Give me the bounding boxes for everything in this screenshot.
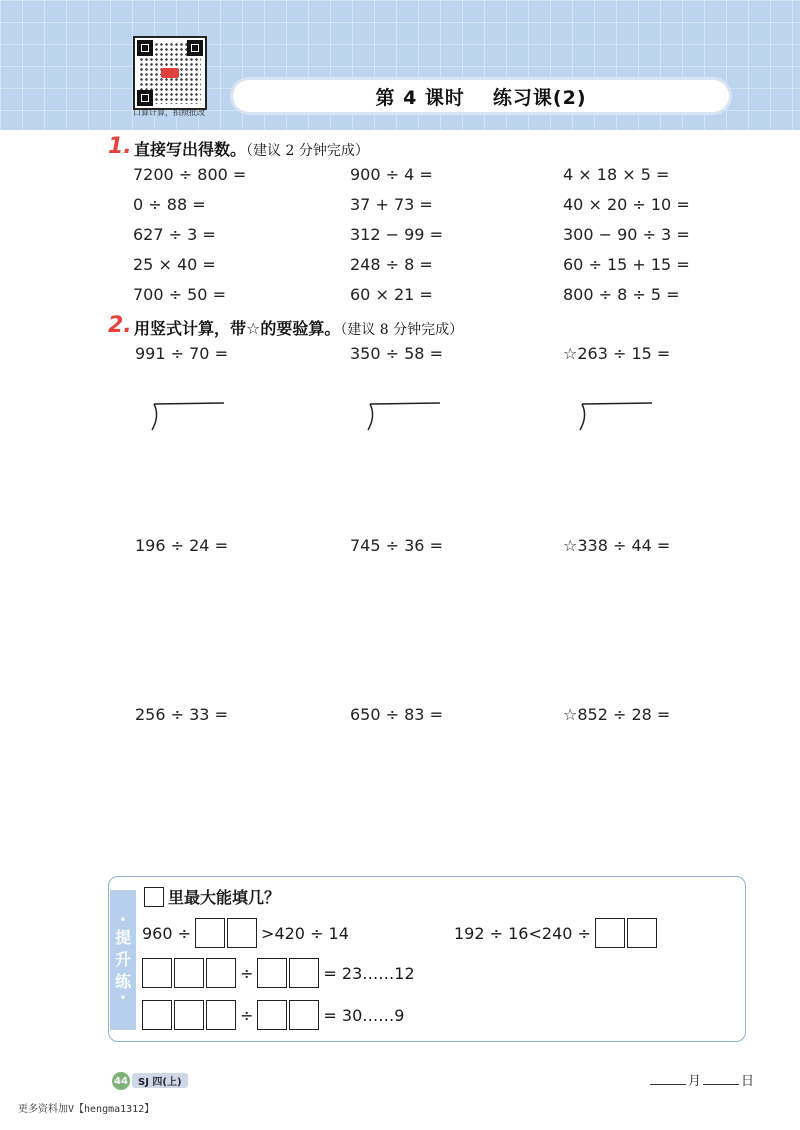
section2-title-text: 用竖式计算，带☆的要验算。 bbox=[134, 319, 341, 338]
long-division-bracket bbox=[148, 398, 224, 434]
oral-calc-problem: 60 × 21 = bbox=[350, 285, 433, 304]
day-blank[interactable] bbox=[703, 1084, 739, 1085]
qr-finder bbox=[137, 90, 153, 106]
date-fill bbox=[648, 1070, 754, 1089]
panel-row-3 bbox=[142, 1000, 404, 1030]
box-icon bbox=[144, 887, 164, 907]
answer-boxes bbox=[195, 918, 257, 948]
expr-text: ÷ bbox=[240, 1005, 254, 1025]
oral-calc-problem: 37 + 73 = bbox=[350, 195, 433, 214]
section1-hint: （建议 2 分钟完成） bbox=[246, 143, 369, 159]
written-calc-problem: 196 ÷ 24 = bbox=[135, 536, 228, 555]
written-calc-problem: ☆852 ÷ 28 = bbox=[563, 705, 671, 724]
written-calc-problem: 350 ÷ 58 = bbox=[350, 344, 443, 363]
answer-box[interactable] bbox=[257, 1000, 287, 1030]
answer-box[interactable] bbox=[257, 958, 287, 988]
tab-char: 提 bbox=[114, 928, 131, 947]
panel-tab: • 提 升 练 • bbox=[110, 890, 136, 1030]
section2-number: 2. bbox=[108, 313, 132, 338]
written-calc-problem: 991 ÷ 70 = bbox=[135, 344, 228, 363]
panel-question bbox=[144, 885, 280, 908]
section1-title-text: 直接写出得数。 bbox=[134, 140, 247, 159]
oral-calc-problem: 900 ÷ 4 = bbox=[350, 165, 433, 184]
expr-text: 192 ÷ 16<240 ÷ bbox=[454, 923, 591, 943]
oral-calc-problem: 60 ÷ 15 + 15 = bbox=[563, 255, 690, 274]
expr-text: = 30……9 bbox=[323, 1005, 405, 1025]
written-calc-problem: 650 ÷ 83 = bbox=[350, 705, 443, 724]
section2-title bbox=[134, 316, 463, 339]
panel-question-text: 里最大能填几？ bbox=[168, 888, 281, 907]
answer-boxes bbox=[142, 958, 236, 988]
oral-calc-problem: 248 ÷ 8 = bbox=[350, 255, 433, 274]
watermark: 更多资料加V【hengma1312】 bbox=[18, 1104, 155, 1115]
expr-text: 960 ÷ bbox=[142, 923, 192, 943]
qr-caption: 口算计算，拍照批改 bbox=[133, 108, 205, 117]
expr-text: ÷ bbox=[240, 963, 254, 983]
oral-calc-problem: 4 × 18 × 5 = bbox=[563, 165, 670, 184]
oral-calc-problem: 300 − 90 ÷ 3 = bbox=[563, 225, 690, 244]
section1-number: 1. bbox=[108, 134, 132, 159]
qr-badge bbox=[161, 68, 179, 78]
page-number: 44 bbox=[112, 1072, 130, 1090]
oral-calc-problem: 800 ÷ 8 ÷ 5 = bbox=[563, 285, 680, 304]
day-label: 日 bbox=[741, 1074, 755, 1089]
panel-row-1-left bbox=[142, 918, 349, 948]
answer-box[interactable] bbox=[142, 1000, 172, 1030]
answer-box[interactable] bbox=[174, 1000, 204, 1030]
lesson-title: 练习课(2) bbox=[492, 86, 587, 109]
answer-box[interactable] bbox=[289, 958, 319, 988]
answer-box[interactable] bbox=[206, 958, 236, 988]
answer-boxes bbox=[257, 1000, 319, 1030]
answer-box[interactable] bbox=[195, 918, 225, 948]
answer-boxes bbox=[142, 1000, 236, 1030]
long-division-bracket bbox=[576, 398, 652, 434]
oral-calc-problem: 25 × 40 = bbox=[133, 255, 216, 274]
lesson-label: 第 4 课时 bbox=[375, 86, 465, 109]
long-division-bracket bbox=[364, 398, 440, 434]
oral-calc-problem: 7200 ÷ 800 = bbox=[133, 165, 247, 184]
qr-finder bbox=[187, 40, 203, 56]
answer-box[interactable] bbox=[627, 918, 657, 948]
section2-hint: （建议 8 分钟完成） bbox=[340, 322, 464, 338]
tab-char: 升 bbox=[114, 950, 131, 969]
month-blank[interactable] bbox=[650, 1084, 686, 1085]
expr-text: = 23……12 bbox=[323, 963, 415, 983]
written-calc-problem: ☆263 ÷ 15 = bbox=[563, 344, 671, 363]
panel-row-1-right bbox=[454, 918, 657, 948]
answer-boxes bbox=[595, 918, 657, 948]
answer-boxes bbox=[257, 958, 319, 988]
answer-box[interactable] bbox=[227, 918, 257, 948]
qr-code-icon[interactable] bbox=[133, 36, 207, 110]
qr-finder bbox=[137, 40, 153, 56]
page-title bbox=[233, 80, 729, 112]
written-calc-problem: 745 ÷ 36 = bbox=[350, 536, 443, 555]
oral-calc-problem: 700 ÷ 50 = bbox=[133, 285, 226, 304]
tab-char: 练 bbox=[114, 972, 131, 991]
written-calc-problem: 256 ÷ 33 = bbox=[135, 705, 228, 724]
answer-box[interactable] bbox=[142, 958, 172, 988]
answer-box[interactable] bbox=[289, 1000, 319, 1030]
expr-text: >420 ÷ 14 bbox=[261, 923, 349, 943]
oral-calc-problem: 40 × 20 ÷ 10 = bbox=[563, 195, 690, 214]
oral-calc-problem: 0 ÷ 88 = bbox=[133, 195, 206, 214]
grade-badge: SJ 四(上) bbox=[132, 1073, 188, 1088]
answer-box[interactable] bbox=[174, 958, 204, 988]
oral-calc-problem: 627 ÷ 3 = bbox=[133, 225, 216, 244]
answer-box[interactable] bbox=[206, 1000, 236, 1030]
section1-title bbox=[134, 137, 369, 160]
month-label: 月 bbox=[688, 1074, 702, 1089]
oral-calc-problem: 312 − 99 = bbox=[350, 225, 443, 244]
panel-row-2 bbox=[142, 958, 415, 988]
written-calc-problem: ☆338 ÷ 44 = bbox=[563, 536, 671, 555]
answer-box[interactable] bbox=[595, 918, 625, 948]
